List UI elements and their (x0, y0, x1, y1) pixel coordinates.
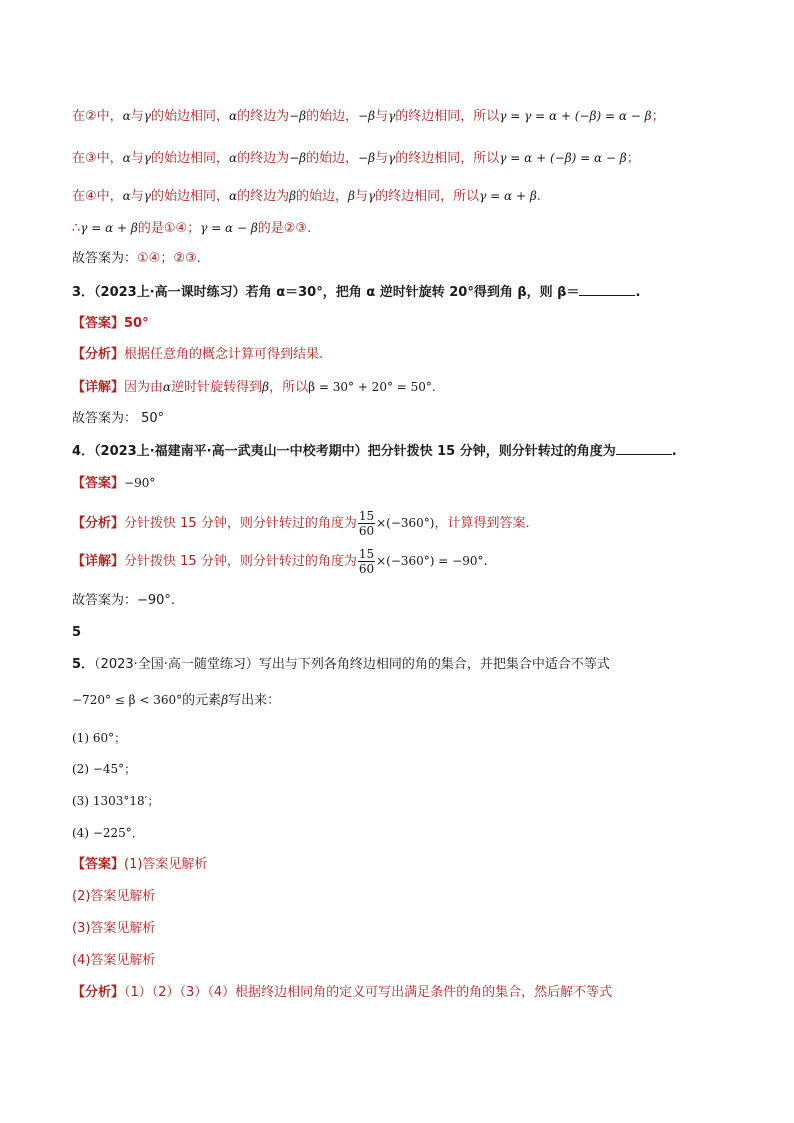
q3-answer: 【答案】50° (72, 316, 149, 331)
case-2-line: 在②中，α与γ的始边相同，α的终边为−β的始边，−β与γ的终边相同，所以γ = γ = α + (−β) = α − β； (72, 109, 665, 124)
q5-answer: 【答案】(1)答案见解析 (72, 857, 208, 872)
q5-analysis: 【分析】（1）（2）（3）（4）根据终边相同角的定义可写出满足条件的角的集合，然后解不等式 (72, 985, 613, 1000)
answer-blank (579, 283, 635, 296)
case-3-line: 在③中，α与γ的始边相同，α的终边为−β的始边，−β与γ的终边相同，所以γ = α + (−β) = α − β； (72, 151, 640, 166)
q4-analysis: 【分析】分针拨快 15 分钟，则分针转过的角度为 $\frac{15}{60}$ ×(−360°)，计算得到答案. (72, 509, 530, 538)
fraction: $\frac{15}{60}$ (358, 509, 375, 538)
q5-item: (3) 1303°18′； (72, 794, 160, 808)
q3-analysis: 【分析】根据任意角的概念计算可得到结果. (72, 347, 324, 362)
q4-answer: 【答案】−90° (72, 476, 156, 491)
final-answer-line: 故答案为：①④；②③. (72, 251, 201, 266)
q5-item: (2) −45°； (72, 762, 137, 776)
question-4: 4．（2023上·福建南平·高一武夷山一中校考期中）把分针拨快 15 分钟，则分针转过的角度为 . (72, 444, 677, 459)
section-number: 5 (72, 625, 82, 640)
q5-answer-4: (4)答案见解析 (72, 953, 156, 968)
answer-blank (616, 442, 672, 455)
q5-answer-2: (2)答案见解析 (72, 889, 156, 904)
fraction: $\frac{15}{60}$ (358, 547, 375, 576)
q5-item: (4) −225°． (72, 826, 144, 840)
q4-final: 故答案为：−90°. (72, 593, 176, 608)
q5-item: (1) 60°； (72, 731, 127, 745)
question-5: 5．（2023·全国·高一随堂练习）写出与下列各角终边相同的角的集合，并把集合中适合不等式 (72, 657, 610, 672)
q5-answer-3: (3)答案见解析 (72, 921, 156, 936)
q3-detail: 【详解】因为由α逆时针旋转得到β，所以β = 30° + 20° = 50°. (72, 380, 436, 395)
question-3: 3．（2023上·高一课时练习）若角 α＝30°，把角 α 逆时针旋转 20°得到角 β，则 β＝ . (72, 285, 641, 300)
question-5-cont: −720° ≤ β < 360°的元素β写出来： (72, 693, 281, 708)
conclusion-line: ∴γ = α + β的是①④；γ = α − β的是②③. (72, 221, 312, 236)
q3-final: 故答案为： 50° (72, 411, 165, 426)
q4-detail: 【详解】分针拨快 15 分钟，则分针转过的角度为 $\frac{15}{60}$ ×(−360°) = −90°. (72, 547, 488, 576)
case-4-line: 在④中，α与γ的始边相同，α的终边为β的始边，β与γ的终边相同，所以γ = α + β. (72, 189, 541, 204)
